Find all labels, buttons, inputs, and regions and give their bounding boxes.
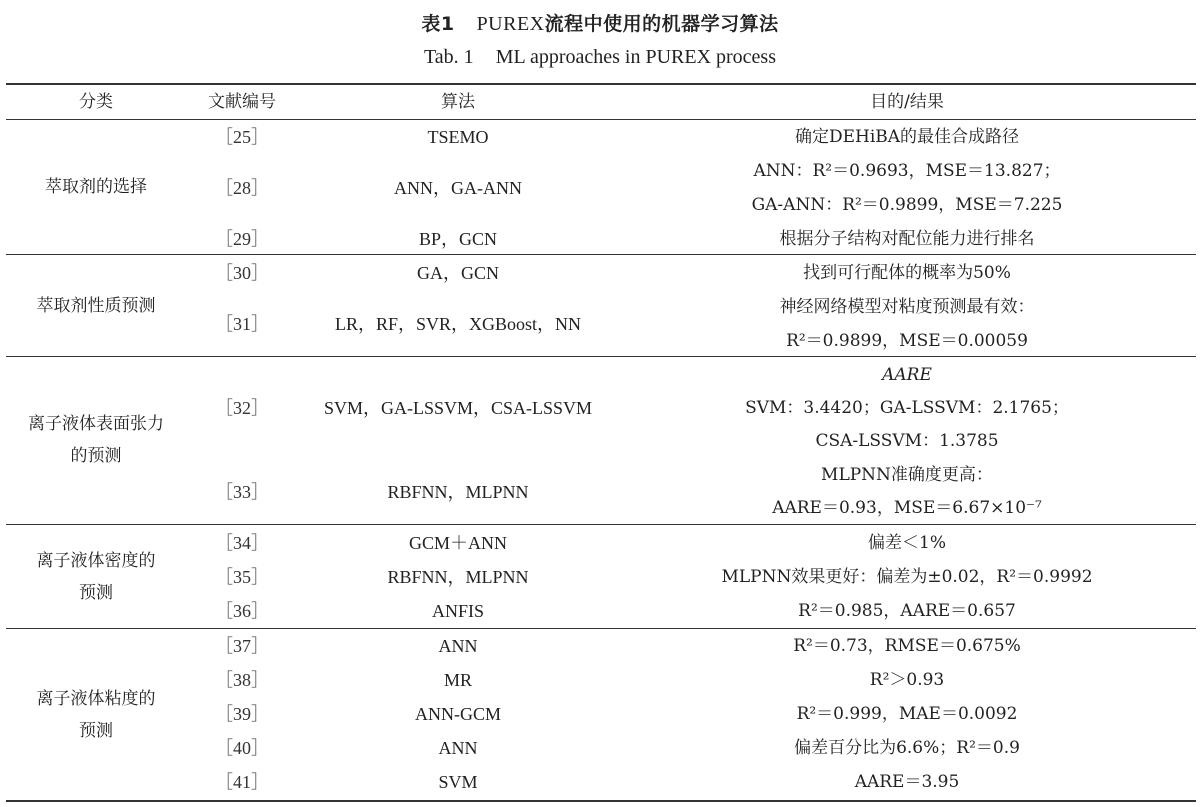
header-algorithm: 算法 (441, 92, 475, 112)
ref-cell: ［30］ (215, 263, 269, 283)
table-caption-en (0, 46, 1200, 69)
category-cell (6, 408, 186, 472)
ref-cell: ［36］ (215, 601, 269, 621)
category-line: 的预测 (70, 446, 122, 466)
category-line: 离子液体粘度的 (36, 689, 156, 709)
category-line: 萃取剂的选择 (45, 177, 147, 197)
category-cell (6, 171, 186, 203)
result-line: R²＞0.93 (869, 670, 945, 690)
result-line: AARE＝0.93，MSE＝6.67×10⁻⁷ (772, 498, 1042, 518)
algorithm-cell: RBFNN，MLPNN (387, 482, 529, 502)
result-line: R²＝0.999，MAE＝0.0092 (796, 704, 1018, 724)
ref-cell: ［40］ (215, 738, 269, 758)
category-cell (6, 545, 186, 609)
ref-cell: ［35］ (215, 567, 269, 587)
algorithm-cell: ANN-GCM (414, 704, 501, 724)
algorithm-cell: RBFNN，MLPNN (387, 567, 529, 587)
ref-cell: ［25］ (215, 127, 269, 147)
result-line: 神经网络模型对粘度预测最有效： (779, 297, 1035, 317)
ref-cell: ［39］ (215, 704, 269, 724)
result-line: 根据分子结构对配位能力进行排名 (779, 229, 1035, 249)
caption-en-rest: ML approaches in PUREX process (495, 46, 776, 68)
algorithm-cell: ANN，GA-ANN (394, 178, 522, 198)
ref-cell: ［38］ (215, 670, 269, 690)
algorithm-cell: GCM＋ANN (408, 533, 507, 553)
algorithm-cell: BP，GCN (418, 229, 498, 249)
category-cell (6, 290, 186, 322)
result-line: GA-ANN：R²＝0.9899，MSE＝7.225 (751, 195, 1063, 215)
result-line: R²＝0.985，AARE＝0.657 (798, 601, 1016, 621)
category-line: 预测 (79, 583, 113, 603)
category-line: 离子液体密度的 (36, 551, 156, 571)
algorithm-cell: ANN (438, 636, 478, 656)
category-line: 离子液体表面张力 (28, 414, 164, 434)
ref-cell: ［29］ (215, 229, 269, 249)
algorithm-cell: MR (443, 670, 472, 690)
algorithm-cell: SVM，GA-LSSVM，CSA-LSSVM (323, 398, 593, 418)
ref-cell: ［34］ (215, 533, 269, 553)
result-line: 偏差百分比为6.6%；R²＝0.9 (794, 738, 1020, 758)
result-line: MLPNN准确度更高： (821, 465, 993, 485)
caption-zh-rest: 流程中使用的机器学习算法 (544, 13, 779, 35)
algorithm-cell: SVM (438, 772, 478, 792)
algorithm-cell: LR，RF，SVR，XGBoost，NN (334, 314, 582, 334)
ref-cell: ［41］ (215, 772, 269, 792)
caption-zh-latin: PUREX (476, 13, 545, 35)
ref-cell: ［28］ (215, 178, 269, 198)
ref-cell: ［32］ (215, 398, 269, 418)
result-line: 偏差＜1% (868, 533, 946, 553)
result-line: AARE (882, 365, 932, 385)
result-line: CSA-LSSVM：1.3785 (815, 431, 999, 451)
category-cell (6, 683, 186, 747)
ref-cell: ［37］ (215, 636, 269, 656)
header-ref: 文献编号 (208, 92, 276, 112)
category-line: 萃取剂性质预测 (36, 296, 156, 316)
ref-cell: ［31］ (215, 314, 269, 334)
header-category: 分类 (79, 92, 113, 112)
header-result: 目的/结果 (870, 92, 944, 112)
algorithm-cell: ANFIS (431, 601, 484, 621)
result-line: AARE＝3.95 (854, 772, 960, 792)
algorithm-cell: ANN (438, 738, 478, 758)
algorithm-cell: GA，GCN (416, 263, 499, 283)
result-line: R²＝0.9899，MSE＝0.00059 (786, 331, 1028, 351)
table-caption-zh (0, 9, 1200, 36)
bottom-rule (6, 800, 1196, 802)
category-line: 预测 (79, 721, 113, 741)
result-line: R²＝0.73，RMSE＝0.675% (793, 636, 1021, 656)
result-line: ANN：R²＝0.9693，MSE＝13.827； (753, 161, 1061, 181)
result-line: 确定DEHiBA的最佳合成路径 (794, 127, 1020, 147)
ref-cell: ［33］ (215, 482, 269, 502)
caption-en-prefix: Tab. 1 (423, 46, 474, 68)
result-line: SVM：3.4420；GA-LSSVM：2.1765； (745, 398, 1069, 418)
algorithm-cell: TSEMO (427, 127, 489, 147)
result-line: MLPNN效果更好：偏差为±0.02，R²＝0.9992 (721, 567, 1093, 587)
caption-zh-prefix: 表1 (421, 13, 455, 35)
result-line: 找到可行配体的概率为50% (803, 263, 1011, 283)
